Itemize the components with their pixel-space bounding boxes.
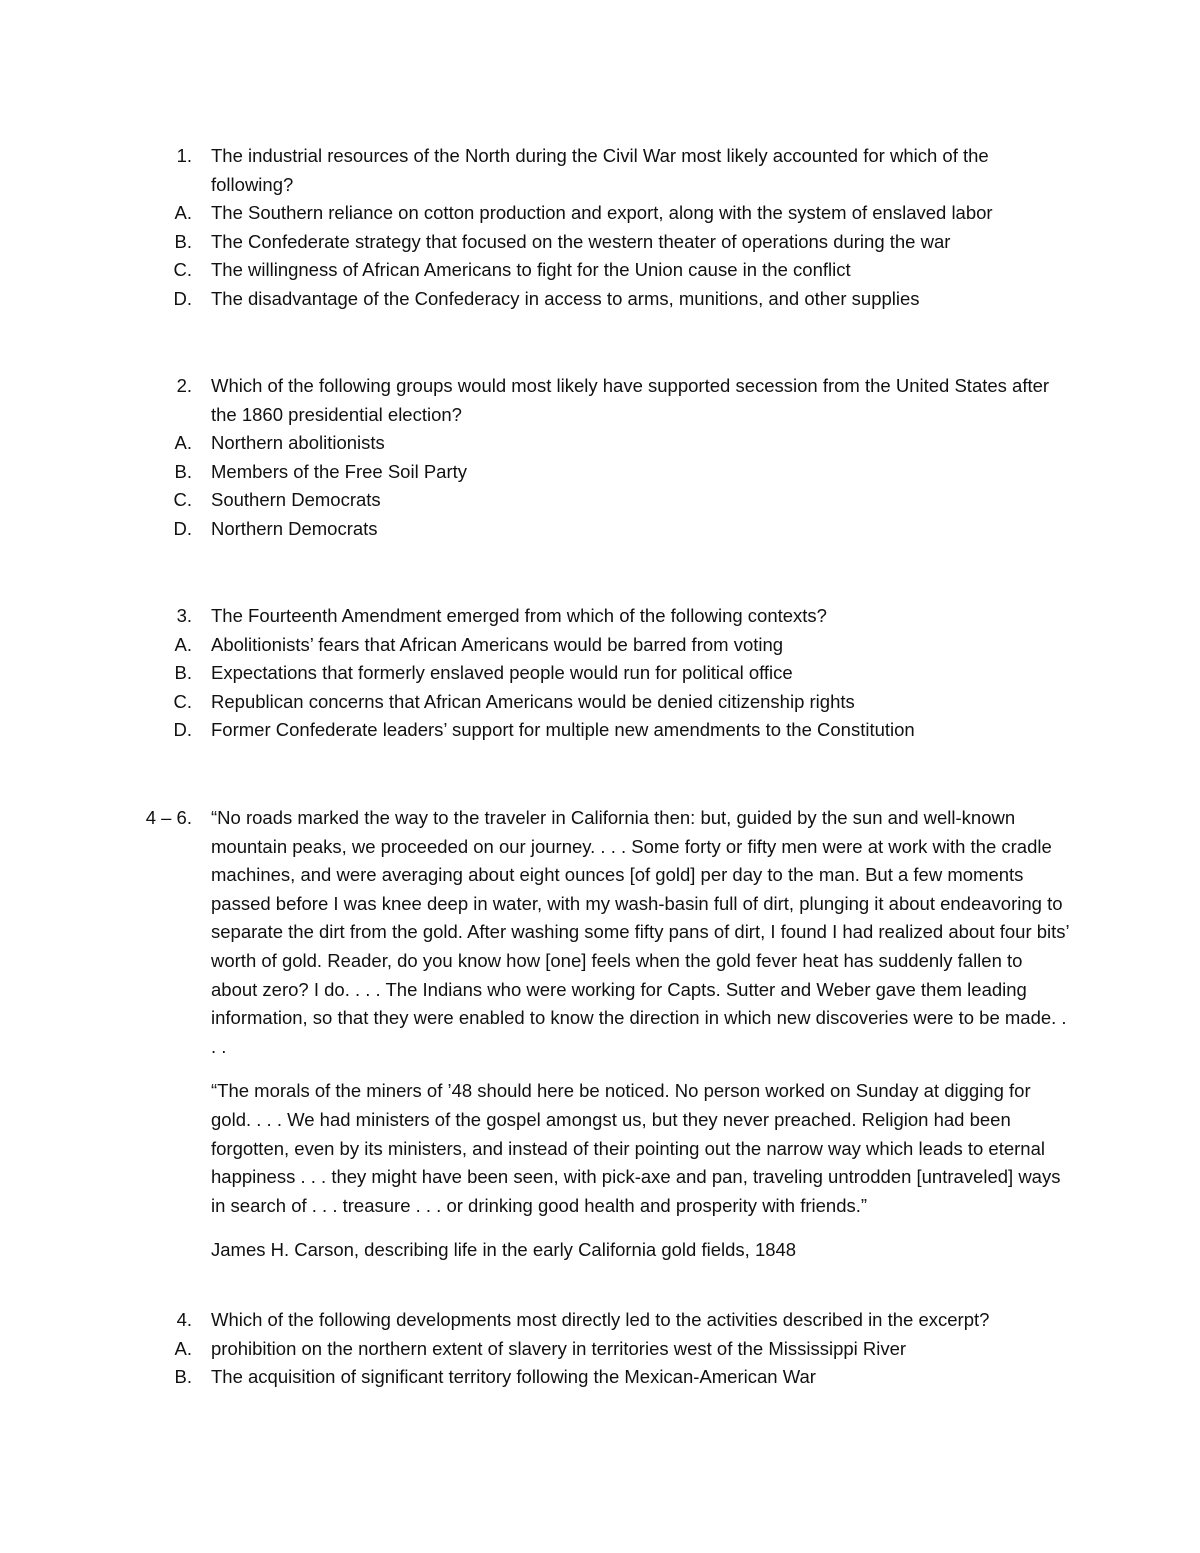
option-text: Republican concerns that African Americans would be denied citizenship rights — [211, 690, 855, 712]
answer-option-b — [0, 659, 1200, 688]
question-stem-row — [0, 602, 1200, 631]
option-letter: B. — [174, 662, 192, 684]
answer-option-d — [0, 285, 1200, 314]
answer-option-c — [0, 486, 1200, 515]
option-letter: A. — [174, 633, 192, 655]
answer-option-b — [0, 458, 1200, 487]
option-text: The acquisition of significant territory following the Mexican-American War — [211, 1366, 816, 1388]
passage-range-label: 4 – 6. — [145, 807, 192, 828]
question-3 — [0, 602, 1200, 745]
option-letter: D. — [173, 517, 192, 539]
option-letter: A. — [174, 202, 192, 224]
passage-attribution: James H. Carson, describing life in the early California gold fields, 1848 — [211, 1239, 797, 1261]
option-text: Expectations that formerly enslaved people would run for political office — [211, 662, 793, 684]
answer-option-d — [0, 716, 1200, 745]
question-2 — [0, 372, 1200, 544]
option-text: The willingness of African Americans to fight for the Union cause in the conflict — [211, 259, 851, 281]
answer-option-a — [0, 429, 1200, 458]
question-stem: Which of the following groups would most likely have supported secession from the United States after the 1860 presidential election? — [211, 375, 1050, 425]
question-number: 3. — [176, 605, 192, 626]
passage-block — [0, 804, 1200, 1265]
option-text: Former Confederate leaders’ support for multiple new amendments to the Constitution — [211, 719, 915, 741]
option-text: Northern Democrats — [211, 517, 378, 539]
answer-option-d — [0, 515, 1200, 544]
option-letter: C. — [173, 690, 192, 712]
answer-option-b — [0, 1363, 1200, 1392]
question-stem: Which of the following developments most directly led to the activities described in the excerpt? — [211, 1309, 990, 1330]
question-stem: The industrial resources of the North during the Civil War most likely accounted for which of the following? — [211, 145, 989, 195]
question-stem-row — [0, 142, 1200, 199]
question-stem: The Fourteenth Amendment emerged from which of the following contexts? — [211, 605, 827, 626]
question-number: 1. — [176, 145, 192, 166]
option-text: The Confederate strategy that focused on the western theater of operations during the war — [211, 230, 951, 252]
passage-first-row — [0, 804, 1200, 1061]
option-letter: B. — [174, 1366, 192, 1388]
option-text: The Southern reliance on cotton production and export, along with the system of enslaved labor — [211, 202, 993, 224]
question-number: 2. — [176, 375, 192, 396]
option-letter: D. — [173, 287, 192, 309]
option-text: Southern Democrats — [211, 489, 381, 511]
option-letter: A. — [174, 1337, 192, 1359]
passage-paragraph-2: “The morals of the miners of ’48 should here be noticed. No person worked on Sunday at digging for gold. . . . We had ministers of the gospel amongst us, but they never preached. Religion had been forgotten, even by its ministers, and instead of their pointing out the narrow way which leads to eternal happiness . . . they might have been seen, with pick-axe and pan, traveling untrodden [untraveled] ways in search of . . . treasure . . . or drinking good health and prosperity with friends.” — [211, 1080, 1061, 1216]
option-text: Northern abolitionists — [211, 432, 385, 454]
answer-option-a — [0, 199, 1200, 228]
question-stem-row — [0, 1306, 1200, 1335]
option-letter: A. — [174, 432, 192, 454]
option-letter: C. — [173, 259, 192, 281]
option-text: The disadvantage of the Confederacy in access to arms, munitions, and other supplies — [211, 287, 920, 309]
option-text: prohibition on the northern extent of slavery in territories west of the Mississippi River — [211, 1337, 907, 1359]
question-1 — [0, 142, 1200, 314]
option-letter: D. — [173, 719, 192, 741]
option-letter: C. — [173, 489, 192, 511]
option-text: Members of the Free Soil Party — [211, 460, 468, 482]
answer-option-a — [0, 1335, 1200, 1364]
passage-paragraph-1: “No roads marked the way to the traveler in California then: but, guided by the sun and well-known mountain peaks, we proceeded on our journey. . . . Some forty or fifty men were at work with the cradle machines, and were averaging about eight ounces [of gold] per day to the man. But a few moments passed before I was knee deep in water, with my wash-basin full of dirt, plunging it about endeavoring to separate the dirt from the gold. After washing some fifty pans of dirt, I found I had realized about four bits’ worth of gold. Reader, do you know how [one] feels when the gold fever heat has suddenly fallen to about zero? I do. . . . The Indians who were working for Capts. Sutter and Weber gave them leading information, so that they were enabled to know the direction in which new discoveries were to be made. . . . — [211, 807, 1069, 1057]
question-stem-row — [0, 372, 1200, 429]
option-text: Abolitionists’ fears that African Americans would be barred from voting — [211, 633, 784, 655]
answer-option-b — [0, 228, 1200, 257]
option-letter: B. — [174, 230, 192, 252]
question-4 — [0, 1306, 1200, 1392]
answer-option-c — [0, 256, 1200, 285]
answer-option-a — [0, 631, 1200, 660]
question-number: 4. — [176, 1309, 192, 1330]
answer-option-c — [0, 688, 1200, 717]
option-letter: B. — [174, 460, 192, 482]
